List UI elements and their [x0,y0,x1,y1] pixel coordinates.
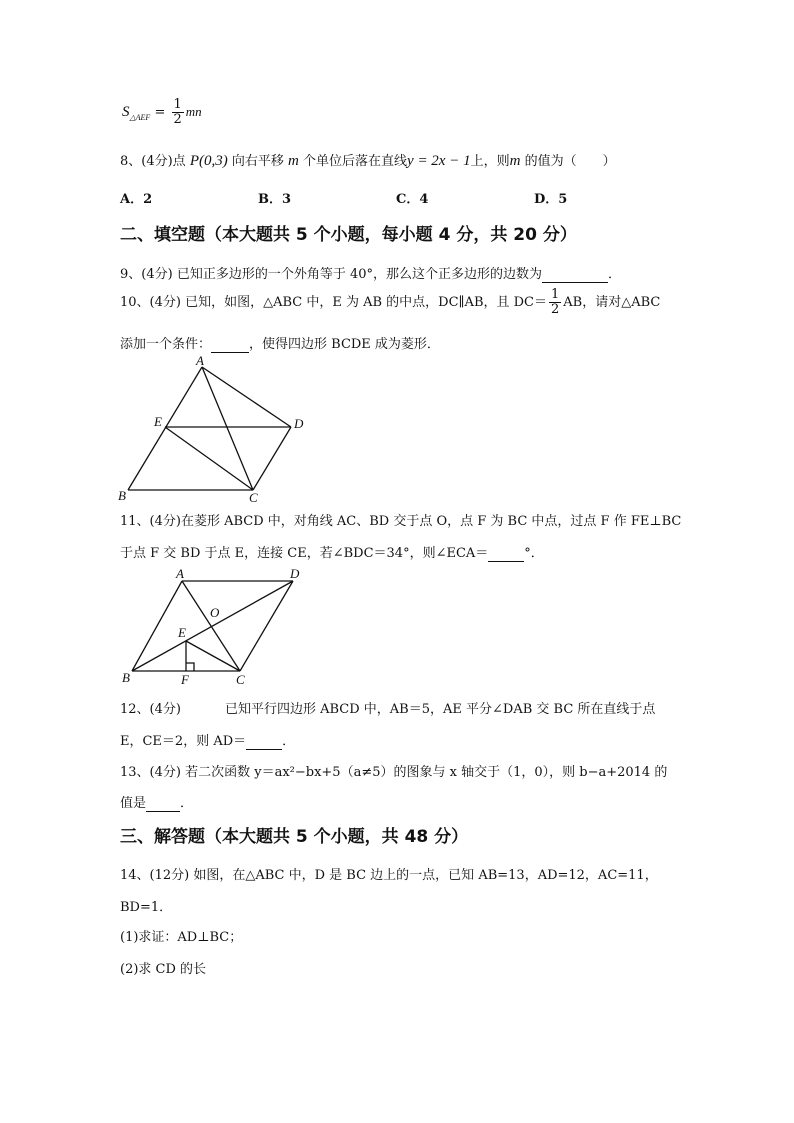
q11-label-d: D [290,566,300,581]
q9-answer-blank[interactable] [542,267,608,283]
question-14-part-2: (2)求 CD 的长 [120,962,207,977]
q11-label-a: A [176,566,184,581]
q10-answer-blank[interactable] [211,337,249,353]
question-11-line-2: 于点 F 交 BD 于点 E，连接 CE，若∠BDC＝34°，则∠ECA＝ °． [120,546,544,561]
q12-answer-blank[interactable] [246,734,282,750]
question-8: 8、(4分)点 P(0,3) 向右平移 m 个单位后落在直线y = 2x − 1上，则m 的值为（ ） [120,153,616,169]
question-13-line-1: 13、(4分) 若二次函数 y＝ax²−bx+5（a≠5）的图象与 x 轴交于（1，0），则 b−a+2014 的 [120,765,668,780]
question-12-line-2: E，CE＝2，则 AD＝ ． [120,734,296,749]
q8-option-d: D．5 [534,192,568,207]
q11-label-o: O [210,605,220,620]
q11-diagonal-ac [182,581,240,671]
question-10-line-2: 添加一个条件： ，使得四边形 BCDE 成为菱形． [120,337,440,352]
question-14-line-2: BD=1． [120,900,173,915]
question-10-line-1: 10、(4分) 已知，如图，△ABC 中，E 为 AB 的中点，DC∥AB，且 DC＝ $\frac{1}{2}$ AB，请对△ABC [120,287,661,317]
q10-edge-ad [202,367,291,427]
q10-label-c: C [249,490,258,505]
q10-edge-ab [128,367,202,490]
q11-right-angle-mark [186,663,194,671]
formula-rest: mn [185,104,202,119]
q8-option-b: B．3 [258,192,292,207]
q10-label-e: E [154,414,162,429]
q11-label-e: E [178,625,186,640]
q11-label-b: B [122,670,130,685]
question-14-part-1: (1)求证：AD⊥BC； [120,930,243,945]
q11-figure [118,566,318,686]
q11-diagonal-bd [132,581,293,671]
q8-option-c: C．4 [396,192,429,207]
question-9: 9、(4分) 已知正多边形的一个外角等于 40°，那么这个正多边形的边数为 ． [120,267,622,282]
question-12-line-1: 12、(4分) 已知平行四边形 ABCD 中，AB＝5，AE 平分∠DAB 交 BC 所在直线于点 [120,702,656,717]
section-3-heading: 三、解答题（本大题共 5 个小题，共 48 分） [120,827,469,847]
q10-edge-dc [253,427,291,490]
question-13-line-2: 值是 ． [120,796,194,811]
q10-label-d: D [294,416,304,431]
q11-label-c: C [236,672,245,686]
formula-lhs: $S_{\triangle AEF}$ [122,104,151,122]
q10-label-a: A [196,355,204,368]
top-formula: $S_{\triangle AEF}$ = $\frac{1}{2}$ mn [122,97,202,127]
q10-fraction: $\frac{1}{2}$ [551,287,560,317]
q11-edge-dc [240,581,293,671]
question-11-line-1: 11、(4分)在菱形 ABCD 中，对角线 AC、BD 交于点 O，点 F 为 BC 中点，过点 F 作 FE⊥BC [120,514,682,529]
q11-label-f: F [181,672,189,686]
section-2-heading: 二、填空题（本大题共 5 个小题，每小题 4 分，共 20 分） [120,225,577,245]
question-14-line-1: 14、(12分) 如图，在△ABC 中，D 是 BC 边上的一点，已知 AB=13，AD=12，AC=11， [120,868,658,883]
q10-figure [110,355,330,505]
formula-fraction: $\frac{1}{2}$ [173,97,182,127]
q11-answer-blank[interactable] [488,546,524,562]
q8-option-a: A．2 [120,192,153,207]
q10-label-b: B [118,488,126,503]
q13-answer-blank[interactable] [146,796,180,812]
